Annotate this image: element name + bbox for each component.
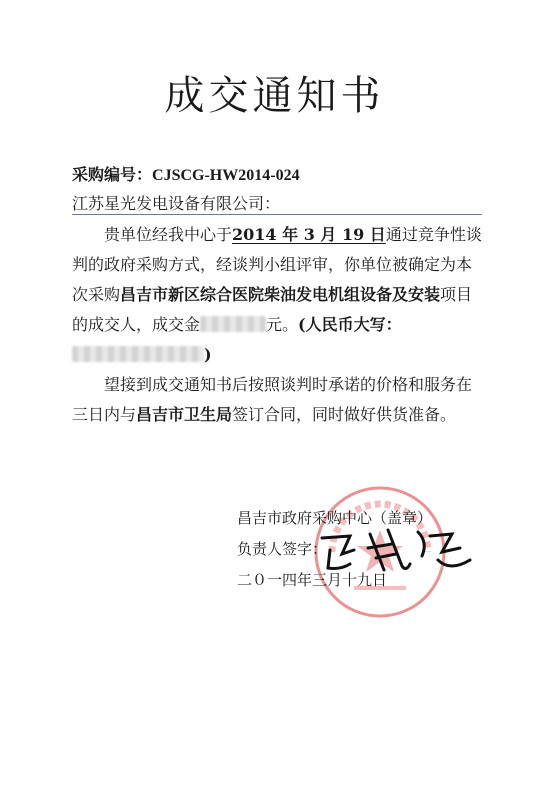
purchase-number-value: CJSCG-HW2014-024: [152, 167, 300, 184]
divider-line: [72, 214, 482, 215]
p1-text-c: 项目的成交人，成交金: [72, 285, 473, 334]
p1-project-name: 昌吉市新区综合医院柴油发电机组设备及安装: [120, 285, 441, 304]
p1-text-b: 通过竞争性谈判的政府采购方式，经谈判小组评审，你单位被确定为本次采购: [72, 225, 482, 304]
purchase-number-label: 采购编号：: [72, 165, 153, 184]
p2-bureau-name: 昌吉市卫生局: [136, 405, 233, 424]
notice-paragraph-1: [72, 220, 487, 370]
p1-rmb-label: (人民币大写：: [298, 315, 402, 334]
p1-text-a: 贵单位经我中心于: [104, 225, 233, 244]
p1-yuan: 元。: [266, 315, 299, 334]
recipient-name: 江苏星光发电设备有限公司：: [72, 194, 281, 213]
document-title: 成交通知书: [164, 73, 385, 119]
handwritten-signature-icon: [310, 520, 480, 580]
redacted-amount: [200, 316, 266, 332]
notice-paragraph-2: [72, 370, 487, 430]
purchase-number: [72, 162, 300, 185]
responsible-person-label: 负责人签字：: [237, 540, 328, 558]
p1-close-paren: ): [204, 345, 212, 364]
p2-text-a: 望接到成交通知书后按照谈判时承诺的价格和服务在三日内与: [72, 375, 473, 424]
p1-date: 2014 年 3 月 19 日: [232, 225, 386, 244]
issue-date: 二０一四年三月十九日: [237, 571, 388, 589]
issuing-organization: 昌吉市政府采购中心（盖章）: [237, 509, 433, 527]
p2-text-b: 签订合同，同时做好供货准备。: [232, 405, 457, 424]
redacted-amount-words: [72, 346, 204, 362]
